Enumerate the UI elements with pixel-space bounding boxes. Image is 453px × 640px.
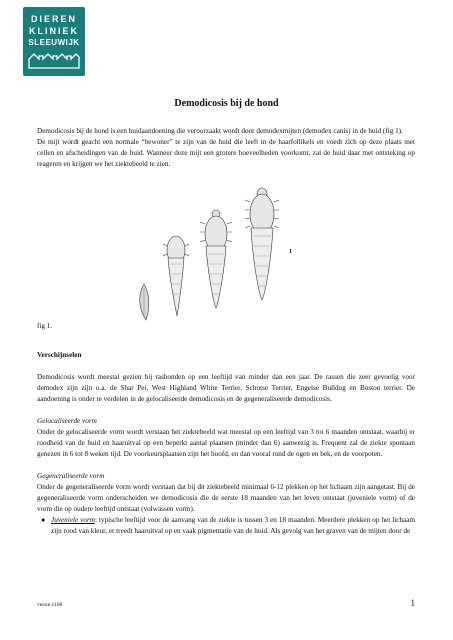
generalized-text: Onder de gegeneraliseerde vorm wordt verstaan dat bij dit ziektebeeld minimaal 6-12 plekken op het lichaam zijn aangetast. Bij de gegeneraliseerde vorm onderscheiden we demodicosis die de eerste 18 maanden van het leven ontstaat (juveniele vorm) of de vorm die op oudere leeftijd ontstaat (volwassen vorm). (37, 483, 415, 513)
bullet-content (51, 515, 415, 537)
localized-text: Onder de gelocaliseerde vorm wordt verstaan het ziektebeeld wat meestal op een leeftijd van 3 tot 6 maanden ontstaat, waarbij er roodheid van de huid en haaruitval op een beperkt aantal plaatsen (minder dan 6) aanwezig is. Frequent zal de ziekte spontaan genezen in 6 tot 8 weken tijd. De voorkeursplaatsen zijn het hoofd, en dan vooral rond de ogen en bek, en de voorpoten. (37, 428, 415, 458)
page-title: Demodicosis bij de hond (174, 98, 279, 109)
section-heading: Verschijnselen (37, 351, 82, 359)
version-label: versie 1108 (37, 602, 63, 608)
intro-paragraph-1: Demodicosis bij de hond is een huidaandoening die veroorzaakt wordt door demodexmijten (demodex canis) in de huid (fig 1). (37, 127, 403, 135)
bullet-item (37, 515, 415, 537)
mite-adult-drawing (245, 188, 279, 300)
clinic-logo (23, 7, 85, 76)
intro-text (37, 126, 415, 170)
mite-nymph-drawing (200, 210, 232, 308)
symptoms-section (37, 350, 415, 537)
demodex-mites-illustration (120, 184, 290, 324)
bullet-term: Juveniele vorm (51, 516, 95, 524)
page-number: 1 (410, 598, 415, 608)
logo-line-3: SLEEUWIJK (28, 38, 80, 47)
figure-number-label: 1 (289, 249, 292, 255)
mite-larva-drawing (163, 236, 189, 316)
localized-heading: Gelocaliseerde vorm (37, 417, 97, 425)
intro-paragraph-2: De mijt wordt geacht een normale “bewoner” te zijn van de huid die leeft in de haarfollikels en voedt zich op deze plaats met cellen en afscheidingen van de huid. Wanneer deze mijt een grotere hoeveelheden voorkomt, zal de huid daar met ontsteking op reageren en krijgen we het ziektebeeld te zien. (37, 138, 415, 168)
section-paragraph: Demodicosis wordt meestal gezien bij rashonden op een leeftijd van minder dan een jaar. De rassen die zeer gevoelig voor demodex zijn zijn o.a. de Shar Pei, West Highland White Terrier, Schotse Terrier, Engelse Bulldog en Boston terrier. De aandoening is onder te verdelen in de gelocaliseerde demodicosis en de gegeneraliseerde demodicosis. (37, 373, 415, 403)
skyline-icon (28, 53, 80, 69)
figure-caption: fig 1. (37, 322, 53, 330)
bullet-text: : typische leeftijd voor de aanvang van de ziekte is tussen 3 en 18 maanden. Meerdere plekken op het lichaam zijn rood van kleur, er treedt haaruitval op en vaak pigmentatie van de huid. Als gevolg van het graven van de mijten door de (51, 516, 415, 535)
logo-line-2: KLINIEK (29, 26, 79, 36)
mite-egg-drawing (140, 284, 149, 320)
generalized-heading: Gegeneraliseerde vorm (37, 472, 105, 480)
bullet-icon: ● (41, 516, 46, 524)
logo-line-1: DIEREN (30, 14, 77, 24)
